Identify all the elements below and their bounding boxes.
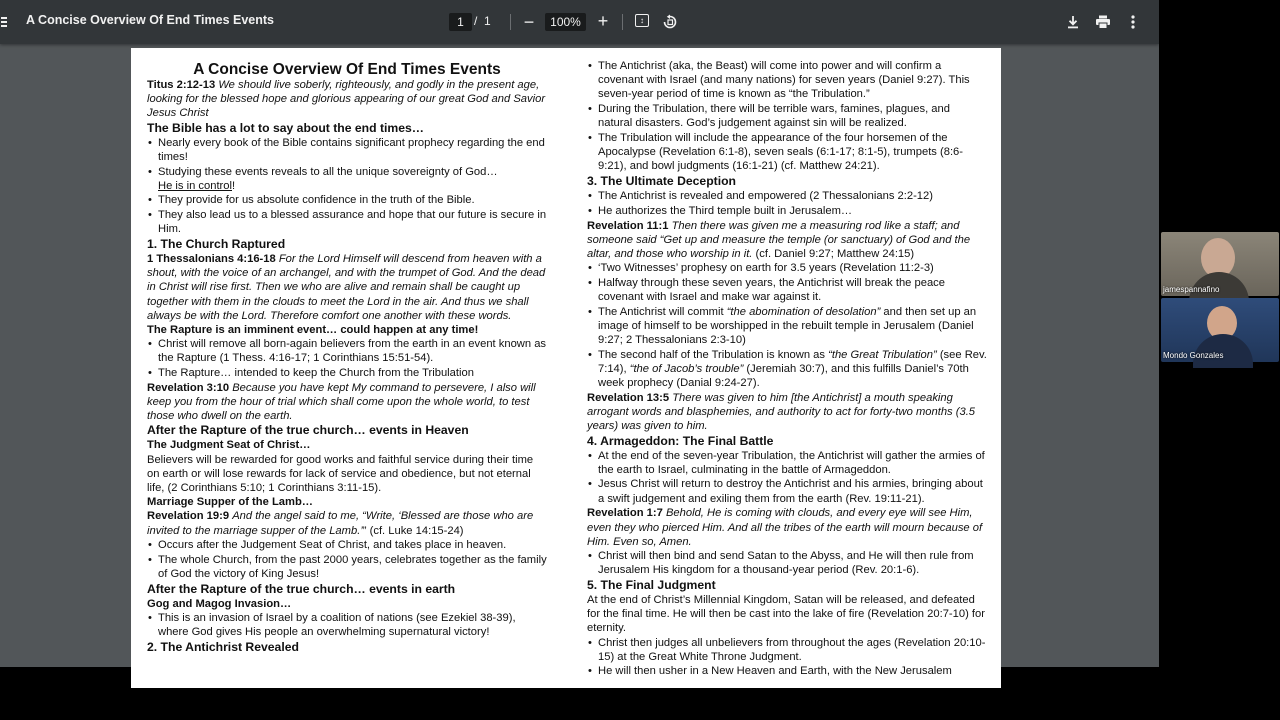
thessalonians-passage — [147, 252, 547, 323]
list-item — [587, 348, 987, 391]
verse-text: We should live soberly, righteously, and godly in the present age, looking for the blessed hope and glorious appearing of our great God and Savior Jesus Christ — [147, 79, 546, 120]
list-item: • Halfway through these seven years, the Antichrist will break the peace covenant with Israel and make war against it. — [587, 276, 987, 304]
list-item-text: (see Rev. 7:14), — [598, 348, 987, 376]
page-separator: / — [474, 14, 478, 28]
list-item: • Nearly every book of the Bible contains significant prophecy regarding the end times! — [147, 136, 547, 164]
bullet-list — [587, 59, 987, 174]
revelation-passage — [147, 509, 547, 537]
video-participants — [1161, 232, 1279, 364]
list-item: • The whole Church, from the past 2000 years, celebrates together as the family of God the victory of King Jesus! — [147, 553, 547, 581]
zoom-in-button[interactable]: + — [597, 10, 609, 31]
verse-text: For the Lord Himself will descend from heaven with a shout, with the voice of an archangel, and with the trumpet of God. And the dead in Christ will rise first. Then we who are alive and remain shall be caught up together with them in the clouds to meet the Lord in the air. And thus we shall always be with the Lord. Therefore comfort one another with these words. — [147, 253, 546, 322]
participant-name: Mondo Gonzales — [1163, 351, 1224, 360]
revelation-passage — [587, 219, 987, 262]
section-heading: The Bible has a lot to say about the end times… — [147, 120, 424, 135]
verse-ref: Revelation 11:1 — [587, 219, 669, 232]
paragraph: At the end of Christ’s Millennial Kingdom, Satan will be released, and defeated for the final time. He will then be cast into the lake of fire (Revelation 20:7-10) for eternity. — [587, 593, 985, 635]
bullet-list — [147, 136, 547, 237]
document-heading: A Concise Overview Of End Times Events — [193, 61, 501, 78]
sub-heading: The Judgment Seat of Christ… — [147, 439, 311, 452]
participant-tile[interactable] — [1161, 298, 1279, 362]
bullet-list — [587, 189, 987, 218]
menu-icon[interactable] — [0, 12, 8, 32]
list-item: • They provide for us absolute confidence in the truth of the Bible. — [147, 193, 547, 207]
verse-ref: 1 Thessalonians 4:16-18 — [147, 253, 276, 266]
zoom-level-input[interactable]: 100% — [545, 13, 586, 31]
list-item-text: The second half of the Tribulation is known as — [598, 348, 829, 361]
list-item: • He will then usher in a New Heaven and Earth, with the New Jerusalem — [587, 664, 987, 678]
document-title: A Concise Overview Of End Times Events — [26, 13, 275, 27]
verse-text: Then there was given me a measuring rod like a staff; and someone said “Get up and measure the temple (or sanctuary) of God and the altar, and those who worship in it. — [587, 219, 971, 260]
sub-heading: Gog and Magog Invasion… — [147, 597, 292, 610]
left-column — [147, 48, 547, 655]
list-item: • At the end of the seven-year Tribulation, the Antichrist will gather the armies of the earth to Israel, culminating in the battle of Armageddon. — [587, 449, 987, 477]
cross-ref: (cf. Daniel 9:27; Matthew 24:15) — [752, 247, 915, 260]
right-column — [587, 59, 987, 679]
titus-passage — [147, 78, 547, 121]
sub-heading: Marriage Supper of the Lamb… — [147, 496, 313, 509]
underlined-text: He is in control — [158, 179, 232, 192]
cross-ref: ” (cf. Luke 14:15-24) — [362, 524, 464, 537]
more-vert-icon[interactable] — [1124, 12, 1142, 32]
italic-text: “the of Jacob’s trouble” — [629, 363, 744, 376]
section-heading: 4. Armageddon: The Final Battle — [587, 433, 774, 448]
list-item: • Christ will then bind and send Satan to the Abyss, and He will then rule from Jerusalem His kingdom for a thousand-year period (Rev. 20:1-6). — [587, 549, 987, 577]
verse-text: Because you have kept My command to persevere, I also will keep you from the hour of trial which shall come upon the whole world, to test those who dwell on the earth. — [147, 381, 536, 423]
list-item-text: (Jeremiah 30:7), and this fulfills Daniel’s 70th week prophecy (Danial 9:24-27). — [598, 363, 969, 390]
verse-text: And the angel said to me, “Write, ‘Blessed are those who are invited to the marriage supper of the Lamb.’ — [147, 510, 534, 537]
pdf-toolbar — [0, 0, 1159, 44]
list-item: • Jesus Christ will return to destroy the Antichrist and his armies, bringing about a swift judgement and exiling them from the earth (Rev. 19:11-21). — [587, 477, 987, 505]
section-heading: 1. The Church Raptured — [147, 237, 286, 252]
download-icon[interactable] — [1064, 12, 1082, 32]
rotate-icon[interactable] — [661, 12, 679, 32]
list-item: • Occurs after the Judgement Seat of Christ, and takes place in heaven. — [147, 538, 547, 552]
zoom-out-button[interactable]: − — [523, 11, 535, 32]
bullet-list — [587, 549, 987, 577]
list-item: • ‘Two Witnesses’ prophesy on earth for 3.5 years (Revelation 11:2-3) — [587, 261, 987, 275]
section-heading: After the Rapture of the true church… events in earth — [147, 581, 456, 596]
list-item: • The Tribulation will include the appearance of the four horsemen of the Apocalypse (Revelation 6:1-8), seven seals (6:1-17; 8:1-5), trumpets (8:6-9:21), and bowl judgments (16:1-21) (cf. Matthew 24:21). — [587, 131, 987, 174]
section-heading: 3. The Ultimate Deception — [587, 174, 736, 189]
list-item: • The Rapture… intended to keep the Church from the Tribulation — [147, 366, 547, 380]
verse-text: Behold, He is coming with clouds, and every eye will see Him, even they who pierced Him. And all the tribes of the earth will mourn because of Him. Even so, Amen. — [587, 507, 983, 548]
list-item-text: Studying these events reveals to all the unique sovereignty of God… — [158, 165, 498, 178]
list-item: • They also lead us to a blessed assurance and hope that our future is secure in Him. — [147, 208, 547, 236]
list-item-text: and then set up an image of himself to be worshipped in the rebuilt temple in Jerusalem (Daniel 9:27; 2 Thessalonians 2:3-10) — [598, 305, 977, 347]
verse-ref: Revelation 13:5 — [587, 391, 670, 404]
list-item: • Christ then judges all unbelievers from throughout the ages (Revelation 20:10-15) at the Great White Throne Judgment. — [587, 636, 987, 664]
print-icon[interactable] — [1094, 12, 1112, 32]
bullet-list — [147, 337, 547, 380]
revelation-passage — [147, 381, 547, 424]
toolbar-divider — [510, 14, 511, 30]
bullet-list — [587, 449, 987, 506]
list-item: • The Antichrist is revealed and empowered (2 Thessalonians 2:2-12) — [587, 189, 987, 203]
list-item: • During the Tribulation, there will be terrible wars, famines, plagues, and natural disasters. God’s judgement against sin will be realized. — [587, 102, 987, 130]
list-item: • The Antichrist (aka, the Beast) will come into power and will confirm a covenant with Israel (and many nations) for seven years (Daniel 9:27). This seven-year period of time is known as “the Tribulation.” — [587, 59, 987, 102]
revelation-passage — [587, 391, 987, 434]
list-item — [147, 165, 547, 193]
verse-ref: Titus 2:12-13 — [147, 79, 216, 91]
list-item: • This is an invasion of Israel by a coalition of nations (see Ezekiel 38-39), where God gives His people an overwhelming supernatural victory! — [147, 611, 547, 639]
verse-ref: Revelation 1:7 — [587, 507, 663, 520]
bullet-list — [147, 538, 547, 581]
participant-name: jamespannafino — [1163, 285, 1220, 294]
bullet-list — [147, 611, 547, 639]
verse-text: There was given to him [the Antichrist] a mouth speaking arrogant words and blasphemies, and authority to act for forty-two months (3.5 years) was given to him. — [587, 391, 976, 433]
bullet-list — [587, 261, 987, 390]
paragraph: Believers will be rewarded for good works and faithful service during their time on earth or will lose rewards for lack of service and obedience, but not eternal life, (2 Corinthians 5:10; 1 Corinthians 3:11-15). — [147, 453, 534, 495]
section-heading: 2. The Antichrist Revealed — [147, 639, 299, 654]
section-heading: 5. The Final Judgment — [587, 577, 716, 592]
revelation-passage — [587, 506, 987, 549]
list-item: • Christ will remove all born-again believers from the earth in an event known as the Rapture (1 Thess. 4:16-17; 1 Corinthians 15:51-54). — [147, 337, 547, 365]
fit-page-icon[interactable]: ↕ — [635, 14, 649, 27]
italic-text: “the abomination of desolation” — [726, 305, 881, 318]
list-item — [587, 305, 987, 348]
sub-heading: The Rapture is an imminent event… could happen at any time! — [147, 324, 479, 337]
list-item-text: The Antichrist will commit — [598, 305, 727, 318]
list-item-text: ! — [232, 179, 236, 192]
verse-ref: Revelation 3:10 — [147, 381, 230, 394]
toolbar-divider — [622, 14, 623, 30]
pdf-page — [131, 48, 1001, 688]
section-heading: After the Rapture of the true church… events in Heaven — [147, 423, 469, 438]
list-item: • He authorizes the Third temple built in Jerusalem… — [587, 204, 987, 218]
page-number-input[interactable]: 1 — [449, 13, 472, 31]
italic-text: “the Great Tribulation” — [828, 348, 937, 361]
verse-ref: Revelation 19:9 — [147, 510, 230, 523]
page-total: 1 — [484, 14, 491, 28]
bullet-list — [587, 636, 987, 679]
participant-tile[interactable] — [1161, 232, 1279, 296]
